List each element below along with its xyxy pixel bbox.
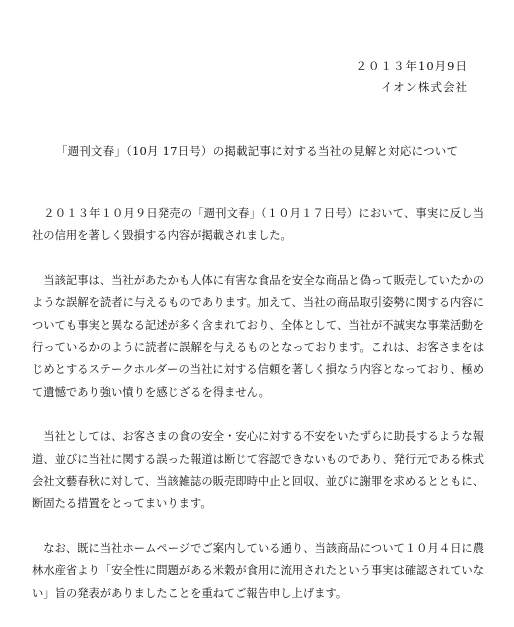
paragraph-1: ２０１３年１０月９日発売の「週刊文春」（１０月１７日号）において、事実に反し当社の信用を著しく毀損する内容が掲載されました。 (32, 207, 484, 243)
issue-date: ２０１３年10月9日 (355, 59, 468, 73)
paragraph-2: 当該記事は、当社があたかも人体に有害な食品を安全な商品と偽って販売していたかのような誤解を読者に与えるものであります。加えて、当社の商品取引姿勢に関する内容についても事実と異なる記述が多く含まれており、全体として、当社が不誠実な事業活動を行っているかのように読者に誤解を与えるものとなっております。これは、お客さまをはじめとするステークホルダーの当社に対する信頼を著しく損なう内容となっており、極めて遺憾であり強い憤りを感じざるを得ません。 (32, 273, 484, 399)
document-header (356, 56, 468, 98)
document-title: 「週刊文春」（10月 17日号）の掲載記事に対する当社の見解と対応について (55, 144, 459, 158)
paragraph-3: 当社としては、お客さまの食の安全・安心に対する不安をいたずらに助長するような報道、並びに当社に関する誤った報道は断じて容認できないものであり、発行元である株式会社文藝春秋に対して、当該雑誌の販売即時中止と回収、並びに謝罪を求めるとともに、断固たる措置をとってまいります。 (32, 430, 484, 511)
paragraph-4: なお、既に当社ホームページでご案内している通り、当該商品について１０月４日に農林水産省より「安全性に問題がある米穀が食用に流用されたという事実は確認されていない」旨の発表がありましたことを重ねてご報告申し上げます。 (32, 541, 484, 600)
company-name: イオン株式会社 (380, 80, 468, 94)
document-body (32, 203, 484, 627)
